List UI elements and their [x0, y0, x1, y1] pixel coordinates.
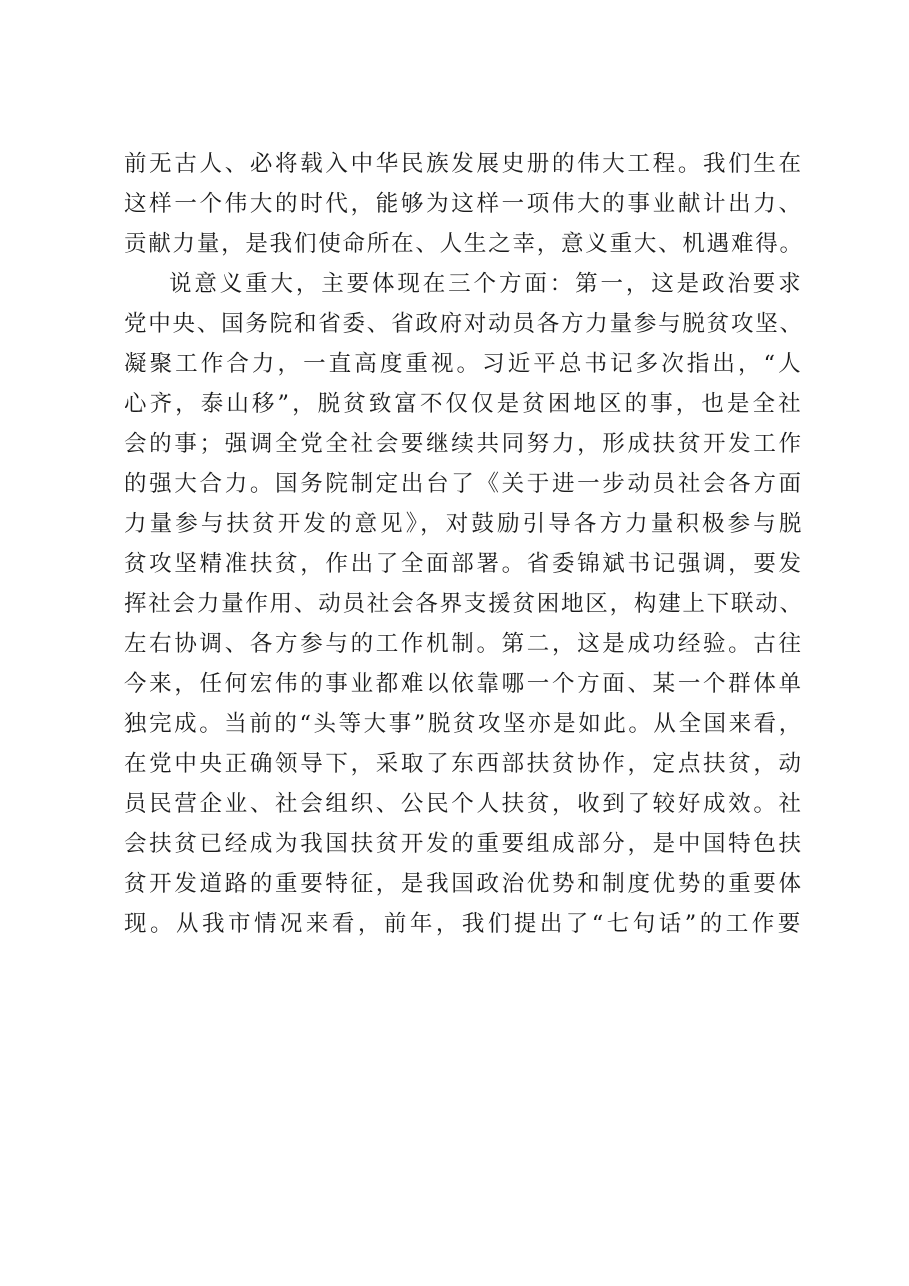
text-line: 凝聚工作合力，一直高度重视。习近平总书记多次指出，“人 [124, 351, 804, 377]
text-line: 前无古人、必将载入中华民族发展史册的伟大工程。我们生在 [124, 151, 804, 177]
text-line: 现。从我市情况来看，前年，我们提出了“七句话”的工作要 [124, 911, 804, 937]
paragraph-first-line: 说意义重大，主要体现在三个方面：第一，这是政治要求 [169, 271, 804, 297]
text-line: 左右协调、各方参与的工作机制。第二，这是成功经验。古往 [124, 631, 804, 657]
text-line: 会扶贫已经成为我国扶贫开发的重要组成部分，是中国特色扶 [124, 831, 804, 857]
text-line: 独完成。当前的“头等大事”脱贫攻坚亦是如此。从全国来看， [124, 711, 804, 737]
text-line: 这样一个伟大的时代，能够为这样一项伟大的事业献计出力、 [124, 191, 804, 217]
text-line: 在党中央正确领导下，采取了东西部扶贫协作，定点扶贫，动 [124, 751, 804, 777]
text-line: 贫攻坚精准扶贫，作出了全面部署。省委锦斌书记强调，要发 [124, 551, 804, 577]
text-line: 挥社会力量作用、动员社会各界支援贫困地区，构建上下联动、 [124, 591, 804, 617]
body-text [124, 144, 804, 944]
text-line: 心齐，泰山移”，脱贫致富不仅仅是贫困地区的事，也是全社 [124, 391, 804, 417]
text-line: 党中央、国务院和省委、省政府对动员各方力量参与脱贫攻坚、 [124, 311, 804, 337]
text-line: 今来，任何宏伟的事业都难以依靠哪一个方面、某一个群体单 [124, 671, 804, 697]
text-line: 贫开发道路的重要特征，是我国政治优势和制度优势的重要体 [124, 871, 804, 897]
text-line: 力量参与扶贫开发的意见》，对鼓励引导各方力量积极参与脱 [124, 511, 805, 537]
text-line: 贡献力量，是我们使命所在、人生之幸，意义重大、机遇难得。 [124, 231, 804, 257]
text-line: 员民营企业、社会组织、公民个人扶贫，收到了较好成效。社 [124, 791, 804, 817]
text-line: 的强大合力。国务院制定出台了《关于进一步动员社会各方面 [124, 471, 804, 497]
text-line: 会的事；强调全党全社会要继续共同努力，形成扶贫开发工作 [124, 431, 804, 457]
